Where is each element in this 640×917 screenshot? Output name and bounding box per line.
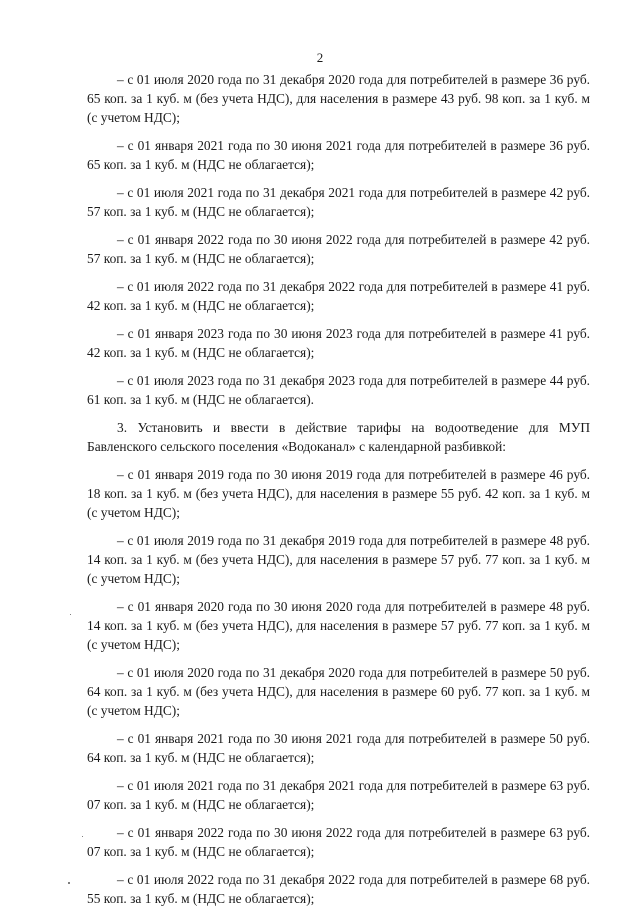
tariff-item: – с 01 июля 2021 года по 31 декабря 2021 года для потребителей в размере 42 руб. 57 коп. за 1 куб. м (НДС не облагается); bbox=[87, 185, 590, 219]
tariff-item: – с 01 июля 2020 года по 31 декабря 2020 года для потребителей в размере 50 руб. 64 коп. за 1 куб. м (без учета НДС), для населения в размере 60 руб. 77 коп. за 1 куб. м (с учетом НДС); bbox=[87, 665, 590, 718]
document-body bbox=[87, 70, 590, 917]
tariff-item: – с 01 июля 2019 года по 31 декабря 2019 года для потребителей в размере 48 руб. 14 коп. за 1 куб. м (без учета НДС), для населения в размере 57 руб. 77 коп. за 1 куб. м (с учетом НДС); bbox=[87, 533, 590, 586]
scan-speck bbox=[70, 614, 71, 615]
tariff-item: – с 01 июля 2023 года по 31 декабря 2023 года для потребителей в размере 44 руб. 61 коп. за 1 куб. м (НДС не облагается). bbox=[87, 373, 590, 407]
scan-speck bbox=[82, 836, 83, 837]
tariff-item: – с 01 января 2019 года по 30 июня 2019 года для потребителей в размере 46 руб. 18 коп. за 1 куб. м (без учета НДС), для населения в размере 55 руб. 42 коп. за 1 куб. м (с учетом НДС); bbox=[87, 467, 590, 520]
tariff-item: – с 01 января 2022 года по 30 июня 2022 года для потребителей в размере 63 руб. 07 коп. за 1 куб. м (НДС не облагается); bbox=[87, 825, 590, 859]
tariff-item: – с 01 июля 2020 года по 31 декабря 2020 года для потребителей в размере 36 руб. 65 коп. за 1 куб. м (без учета НДС), для населения в размере 43 руб. 98 коп. за 1 куб. м (с учетом НДС); bbox=[87, 72, 590, 125]
tariff-item: – с 01 января 2022 года по 30 июня 2022 года для потребителей в размере 42 руб. 57 коп. за 1 куб. м (НДС не облагается); bbox=[87, 232, 590, 266]
tariff-item: – с 01 июля 2021 года по 31 декабря 2021 года для потребителей в размере 63 руб. 07 коп. за 1 куб. м (НДС не облагается); bbox=[87, 778, 590, 812]
tariff-item: – с 01 января 2020 года по 30 июня 2020 года для потребителей в размере 48 руб. 14 коп. за 1 куб. м (без учета НДС), для населения в размере 57 руб. 77 коп. за 1 куб. м (с учетом НДС); bbox=[87, 599, 590, 652]
tariff-item: – с 01 января 2021 года по 30 июня 2021 года для потребителей в размере 50 руб. 64 коп. за 1 куб. м (НДС не облагается); bbox=[87, 731, 590, 765]
tariff-item: – с 01 января 2023 года по 30 июня 2023 года для потребителей в размере 41 руб. 42 коп. за 1 куб. м (НДС не облагается); bbox=[87, 326, 590, 360]
section-heading-paragraph: 3. Установить и ввести в действие тарифы на водоотведение для МУП Бавленского сельского поселения «Водоканал» с календарной разбивкой: bbox=[87, 420, 590, 454]
tariff-item: – с 01 июля 2022 года по 31 декабря 2022 года для потребителей в размере 41 руб. 42 коп. за 1 куб. м (НДС не облагается); bbox=[87, 279, 590, 313]
scan-speck bbox=[68, 882, 70, 884]
tariff-item: – с 01 января 2021 года по 30 июня 2021 года для потребителей в размере 36 руб. 65 коп. за 1 куб. м (НДС не облагается); bbox=[87, 138, 590, 172]
page-number: 2 bbox=[316, 50, 324, 65]
tariff-item: – с 01 июля 2022 года по 31 декабря 2022 года для потребителей в размере 68 руб. 55 коп. за 1 куб. м (НДС не облагается); bbox=[87, 872, 590, 906]
